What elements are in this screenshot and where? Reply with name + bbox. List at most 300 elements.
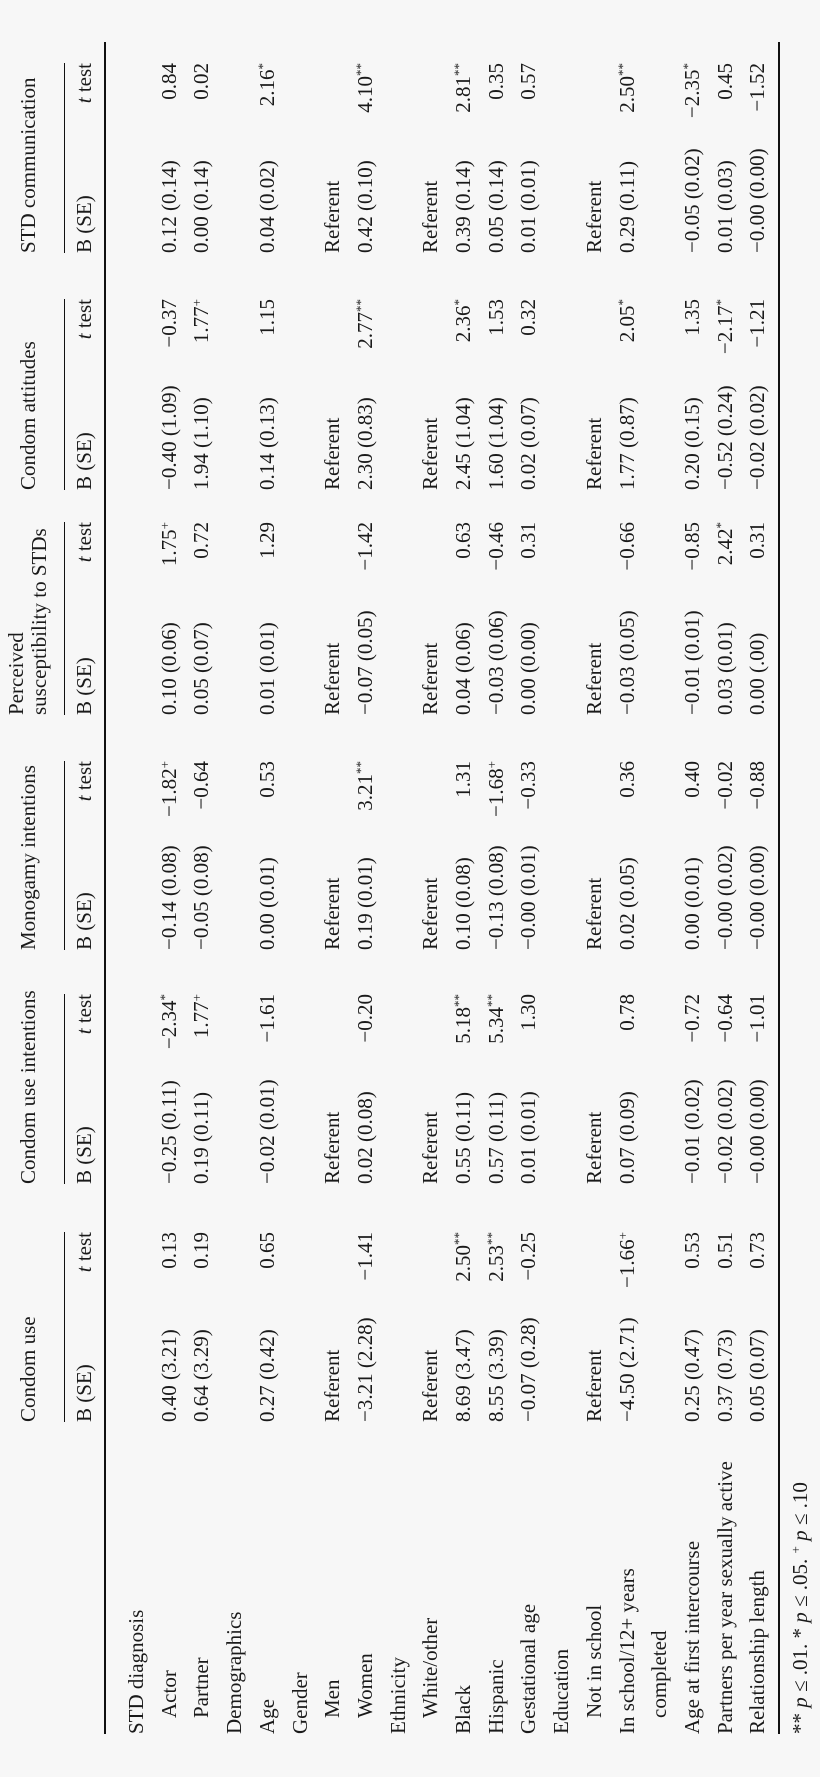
t-value: 1.30 bbox=[516, 994, 541, 1031]
column-gap bbox=[709, 1184, 742, 1232]
table-row bbox=[251, 42, 284, 1734]
cell-b-se: Referent bbox=[581, 1349, 606, 1422]
column-gap bbox=[382, 950, 415, 994]
column-gap bbox=[578, 715, 611, 761]
table-row bbox=[578, 42, 611, 1734]
cell-t-test bbox=[741, 761, 774, 831]
cell-t-test bbox=[185, 761, 218, 831]
cell-t-test bbox=[447, 761, 480, 831]
cell-b-se: Referent bbox=[320, 1111, 345, 1184]
cell-t-test bbox=[251, 522, 284, 592]
column-gap bbox=[447, 1184, 480, 1232]
subheader-b-se: B (SE) bbox=[72, 195, 96, 253]
significance-marker: * bbox=[451, 299, 467, 306]
cell-b-se bbox=[382, 592, 415, 715]
significance-marker: ** bbox=[483, 1232, 499, 1245]
cell-t-test bbox=[284, 522, 317, 592]
row-label-text: Education bbox=[549, 1648, 574, 1734]
column-gap bbox=[512, 253, 545, 299]
cell-b-se: 0.00 (.00) bbox=[745, 632, 770, 715]
cell-t-test bbox=[741, 299, 774, 369]
t-value: 1.15 bbox=[254, 299, 279, 336]
t-value: −2.17 bbox=[712, 305, 737, 355]
table-row bbox=[480, 42, 513, 1734]
cell-b-se bbox=[284, 831, 317, 950]
row-label bbox=[676, 1422, 709, 1734]
t-value: −0.64 bbox=[189, 761, 214, 810]
cell-t-test bbox=[185, 1232, 218, 1302]
significance-marker: ** bbox=[352, 761, 368, 774]
cell-t-test bbox=[741, 63, 774, 133]
t-value: 3.21 bbox=[352, 774, 377, 811]
subheader-t-rest: test bbox=[72, 522, 96, 557]
cell-t-test bbox=[120, 994, 153, 1064]
column-gap bbox=[284, 490, 317, 522]
group-rule bbox=[64, 522, 65, 715]
t-value: −1.01 bbox=[745, 994, 770, 1043]
cell-t-test bbox=[676, 299, 709, 369]
t-value: 0.65 bbox=[254, 1232, 279, 1269]
cell-b-se: −0.02 (0.02) bbox=[745, 385, 770, 490]
cell-b-se: −0.05 (0.02) bbox=[679, 148, 704, 253]
cell-t-test bbox=[316, 1232, 349, 1302]
column-gap bbox=[218, 1184, 251, 1232]
cell-b-se: −0.07 (0.05) bbox=[352, 610, 377, 715]
column-gap bbox=[120, 715, 153, 761]
cell-b-se bbox=[120, 831, 153, 950]
column-gap bbox=[545, 253, 578, 299]
cell-b-se: 0.07 (0.09) bbox=[614, 1091, 639, 1184]
footnote-r2: ≤ .05. bbox=[788, 1553, 812, 1613]
column-gap bbox=[676, 490, 709, 522]
column-gap bbox=[185, 1184, 218, 1232]
cell-t-test bbox=[185, 299, 218, 369]
significance-marker: ** bbox=[352, 299, 368, 312]
cell-t-test bbox=[153, 63, 186, 133]
cell-b-se: 2.45 (1.04) bbox=[451, 397, 476, 490]
t-value: 1.29 bbox=[254, 522, 279, 559]
cell-b-se bbox=[382, 831, 415, 950]
cell-b-se: −0.05 (0.08) bbox=[189, 845, 214, 950]
significance-marker: + bbox=[189, 299, 205, 307]
column-gap bbox=[349, 490, 382, 522]
row-label bbox=[185, 1422, 218, 1734]
group-header-perceived-line2: susceptibility to STDs bbox=[27, 528, 51, 715]
column-gap bbox=[611, 715, 676, 761]
row-label bbox=[153, 1422, 186, 1734]
cell-t-test bbox=[218, 1232, 251, 1302]
group-header-condom-attitudes: Condom attitudes bbox=[16, 341, 40, 490]
cell-t-test bbox=[512, 994, 545, 1064]
column-gap bbox=[512, 42, 545, 63]
cell-t-test bbox=[251, 63, 284, 133]
column-gap bbox=[709, 42, 742, 63]
cell-b-se bbox=[218, 831, 251, 950]
row-label bbox=[545, 1422, 578, 1734]
cell-t-test bbox=[382, 522, 415, 592]
cell-t-test bbox=[611, 522, 676, 592]
cell-t-test bbox=[447, 1232, 480, 1302]
column-gap bbox=[676, 715, 709, 761]
cell-b-se: 0.10 (0.06) bbox=[156, 622, 181, 715]
t-value: −0.66 bbox=[614, 522, 639, 571]
subheader-t-test bbox=[72, 994, 97, 1064]
cell-b-se: −0.01 (0.01) bbox=[679, 610, 704, 715]
cell-t-test bbox=[349, 63, 382, 133]
cell-t-test bbox=[741, 994, 774, 1064]
cell-b-se: 0.42 (0.10) bbox=[352, 160, 377, 253]
cell-t-test bbox=[480, 994, 513, 1064]
t-value: 2.50 bbox=[451, 1245, 476, 1282]
cell-b-se: Referent bbox=[418, 1111, 443, 1184]
cell-t-test bbox=[316, 299, 349, 369]
cell-t-test bbox=[251, 1232, 284, 1302]
group-header-std-communication: STD communication bbox=[16, 77, 40, 253]
cell-t-test bbox=[349, 994, 382, 1064]
column-gap bbox=[611, 253, 676, 299]
section-row bbox=[120, 42, 153, 1734]
table-row bbox=[414, 42, 447, 1734]
cell-b-se bbox=[218, 133, 251, 253]
cell-t-test bbox=[284, 994, 317, 1064]
row-label bbox=[447, 1422, 480, 1734]
cell-b-se: −0.40 (1.09) bbox=[156, 385, 181, 490]
significance-marker: * bbox=[679, 63, 695, 70]
cell-t-test bbox=[349, 299, 382, 369]
cell-b-se bbox=[120, 1302, 153, 1422]
column-gap bbox=[382, 1184, 415, 1232]
column-gap bbox=[153, 490, 186, 522]
column-gap bbox=[414, 715, 447, 761]
cell-b-se bbox=[284, 592, 317, 715]
cell-b-se: 0.05 (0.07) bbox=[745, 1329, 770, 1422]
cell-b-se: 0.04 (0.06) bbox=[451, 622, 476, 715]
cell-b-se bbox=[218, 1302, 251, 1422]
cell-t-test bbox=[185, 994, 218, 1064]
column-gap bbox=[120, 1184, 153, 1232]
cell-b-se: 0.19 (0.01) bbox=[352, 857, 377, 950]
column-gap bbox=[545, 42, 578, 63]
t-value: 2.42 bbox=[712, 528, 737, 566]
cell-t-test bbox=[480, 761, 513, 831]
cell-b-se: 0.39 (0.14) bbox=[451, 160, 476, 253]
cell-t-test bbox=[676, 1232, 709, 1302]
cell-t-test bbox=[709, 761, 742, 831]
cell-t-test bbox=[120, 63, 153, 133]
column-gap bbox=[741, 42, 774, 63]
column-gap bbox=[578, 253, 611, 299]
t-value: 1.31 bbox=[451, 761, 476, 798]
cell-b-se: 0.25 (0.47) bbox=[679, 1329, 704, 1422]
column-gap bbox=[251, 950, 284, 994]
t-value: 0.31 bbox=[745, 522, 770, 559]
cell-b-se: 1.60 (1.04) bbox=[483, 397, 508, 490]
subheader-t-rest: test bbox=[72, 1232, 96, 1267]
t-value: −0.46 bbox=[483, 522, 508, 571]
row-label-text: Relationship length bbox=[745, 1570, 770, 1734]
footnote-p2: p bbox=[788, 1612, 812, 1623]
cell-b-se bbox=[545, 1302, 578, 1422]
cell-t-test bbox=[349, 761, 382, 831]
cell-t-test bbox=[709, 1232, 742, 1302]
cell-t-test bbox=[414, 761, 447, 831]
row-label bbox=[316, 1422, 349, 1734]
column-gap bbox=[480, 490, 513, 522]
column-gap bbox=[284, 42, 317, 63]
cell-t-test bbox=[512, 761, 545, 831]
subheader-t-test bbox=[72, 1232, 97, 1302]
cell-b-se: −0.00 (0.00) bbox=[745, 148, 770, 253]
t-value: −1.52 bbox=[745, 63, 770, 112]
table-row bbox=[512, 42, 545, 1734]
cell-b-se: 0.40 (3.21) bbox=[156, 1329, 181, 1422]
cell-b-se bbox=[120, 1064, 153, 1184]
column-gap bbox=[741, 253, 774, 299]
cell-t-test bbox=[578, 761, 611, 831]
t-value: 0.45 bbox=[712, 63, 737, 100]
cell-t-test bbox=[676, 761, 709, 831]
row-label-text: Gestational age bbox=[516, 1603, 541, 1734]
cell-t-test bbox=[284, 299, 317, 369]
column-gap bbox=[382, 715, 415, 761]
t-value: 5.18 bbox=[451, 1007, 476, 1044]
column-gap bbox=[284, 715, 317, 761]
t-value: 0.73 bbox=[745, 1232, 770, 1269]
row-label-text: Age bbox=[254, 1699, 279, 1734]
column-gap bbox=[251, 1184, 284, 1232]
cell-b-se: Referent bbox=[581, 180, 606, 253]
cell-b-se: −4.50 (2.71) bbox=[614, 1317, 639, 1422]
cell-b-se bbox=[218, 369, 251, 490]
t-value: 1.35 bbox=[679, 299, 704, 336]
cell-t-test bbox=[512, 63, 545, 133]
group-rule bbox=[64, 994, 65, 1184]
cell-t-test bbox=[120, 299, 153, 369]
row-label bbox=[284, 1422, 317, 1734]
row-label bbox=[218, 1422, 251, 1734]
t-value: 0.19 bbox=[189, 1232, 214, 1269]
table-row bbox=[316, 42, 349, 1734]
t-value: −1.82 bbox=[156, 768, 181, 817]
cell-b-se: −3.21 (2.28) bbox=[352, 1317, 377, 1422]
cell-b-se: 1.77 (0.87) bbox=[614, 397, 639, 490]
cell-t-test bbox=[709, 522, 742, 592]
t-value: 1.77 bbox=[189, 1001, 214, 1039]
column-gap bbox=[349, 42, 382, 63]
t-value: 0.36 bbox=[614, 761, 639, 798]
column-gap bbox=[512, 490, 545, 522]
t-value: 0.53 bbox=[679, 1232, 704, 1269]
column-gap bbox=[284, 950, 317, 994]
cell-b-se: 0.57 (0.11) bbox=[483, 1092, 508, 1184]
cell-b-se: 0.02 (0.07) bbox=[516, 397, 541, 490]
column-gap bbox=[349, 950, 382, 994]
row-label bbox=[480, 1422, 513, 1734]
row-label-text: In school/12+ years bbox=[614, 1568, 639, 1734]
row-label-text: Gender bbox=[287, 1672, 312, 1734]
column-gap bbox=[349, 715, 382, 761]
cell-b-se: Referent bbox=[581, 417, 606, 490]
subheader-t-rest: test bbox=[72, 299, 96, 334]
cell-t-test bbox=[153, 994, 186, 1064]
cell-t-test bbox=[153, 299, 186, 369]
subheader-t-italic: t bbox=[72, 333, 96, 340]
significance-marker: + bbox=[156, 522, 172, 530]
t-value: 0.02 bbox=[189, 63, 214, 100]
cell-b-se bbox=[218, 592, 251, 715]
column-gap bbox=[447, 42, 480, 63]
column-gap bbox=[709, 490, 742, 522]
column-gap bbox=[218, 490, 251, 522]
t-value: 0.31 bbox=[516, 522, 541, 559]
column-gap bbox=[218, 253, 251, 299]
row-label-text: Demographics bbox=[222, 1611, 247, 1734]
t-value: −1.66 bbox=[614, 1239, 639, 1288]
subheader-t-rest: test bbox=[72, 994, 96, 1029]
section-row bbox=[382, 42, 415, 1734]
column-gap bbox=[709, 253, 742, 299]
cell-b-se: Referent bbox=[418, 180, 443, 253]
column-gap bbox=[545, 715, 578, 761]
column-gap bbox=[512, 715, 545, 761]
subheader-t-italic: t bbox=[72, 795, 96, 802]
row-label bbox=[120, 1422, 153, 1734]
column-gap bbox=[709, 950, 742, 994]
cell-t-test bbox=[316, 522, 349, 592]
cell-t-test bbox=[447, 63, 480, 133]
t-value: 0.63 bbox=[451, 522, 476, 559]
cell-b-se: Referent bbox=[320, 642, 345, 715]
row-label bbox=[512, 1422, 545, 1734]
t-value: −2.35 bbox=[679, 69, 704, 119]
cell-t-test bbox=[578, 63, 611, 133]
significance-marker: ** bbox=[451, 1232, 467, 1245]
subheader-t-test bbox=[72, 761, 97, 831]
column-gap bbox=[447, 253, 480, 299]
cell-b-se bbox=[382, 1064, 415, 1184]
cell-b-se: 2.30 (0.83) bbox=[352, 397, 377, 490]
t-value: 0.78 bbox=[614, 994, 639, 1031]
column-gap bbox=[120, 253, 153, 299]
column-gap bbox=[284, 253, 317, 299]
cell-b-se: 0.19 (0.11) bbox=[189, 1092, 214, 1184]
column-gap bbox=[251, 715, 284, 761]
cell-b-se: Referent bbox=[581, 1111, 606, 1184]
cell-b-se: −0.03 (0.05) bbox=[614, 610, 639, 715]
subheader-b-se: B (SE) bbox=[72, 1364, 96, 1422]
column-gap bbox=[414, 490, 447, 522]
cell-t-test bbox=[545, 1232, 578, 1302]
subheader-t-test bbox=[72, 299, 97, 369]
cell-t-test bbox=[316, 994, 349, 1064]
column-gap bbox=[185, 490, 218, 522]
cell-t-test bbox=[545, 761, 578, 831]
column-gap bbox=[611, 490, 676, 522]
column-gap bbox=[382, 42, 415, 63]
cell-t-test bbox=[218, 994, 251, 1064]
cell-t-test bbox=[251, 994, 284, 1064]
cell-t-test bbox=[676, 63, 709, 133]
t-value: −0.20 bbox=[352, 994, 377, 1043]
cell-t-test bbox=[741, 1232, 774, 1302]
t-value: 0.72 bbox=[189, 522, 214, 559]
row-label bbox=[709, 1422, 742, 1734]
cell-b-se bbox=[120, 592, 153, 715]
row-label-text: Partner bbox=[189, 1657, 214, 1718]
column-gap bbox=[709, 715, 742, 761]
column-gap bbox=[578, 950, 611, 994]
column-gap bbox=[480, 950, 513, 994]
cell-b-se bbox=[545, 1064, 578, 1184]
column-gap bbox=[120, 490, 153, 522]
group-header-monogamy-intentions: Monogamy intentions bbox=[16, 765, 40, 950]
t-value: 0.35 bbox=[483, 63, 508, 100]
cell-b-se: 0.20 (0.15) bbox=[679, 397, 704, 490]
column-gap bbox=[414, 1184, 447, 1232]
t-value: 0.40 bbox=[679, 761, 704, 798]
cell-t-test bbox=[251, 761, 284, 831]
column-gap bbox=[382, 253, 415, 299]
cell-t-test bbox=[218, 522, 251, 592]
cell-b-se: 0.00 (0.00) bbox=[516, 622, 541, 715]
cell-b-se: 0.29 (0.11) bbox=[614, 161, 639, 253]
subheader-t-test bbox=[72, 63, 97, 133]
cell-b-se: Referent bbox=[418, 417, 443, 490]
column-gap bbox=[545, 950, 578, 994]
t-value: 2.77 bbox=[352, 312, 377, 349]
cell-t-test bbox=[545, 63, 578, 133]
significance-marker: ** bbox=[614, 63, 630, 76]
column-gap bbox=[120, 950, 153, 994]
footnote-sig2: * bbox=[788, 1627, 812, 1639]
t-value: 2.50 bbox=[614, 76, 639, 113]
column-gap bbox=[447, 950, 480, 994]
cell-t-test bbox=[349, 1232, 382, 1302]
subheader-t-test bbox=[72, 522, 97, 592]
t-value: −0.33 bbox=[516, 761, 541, 810]
section-row bbox=[545, 42, 578, 1734]
cell-b-se: 0.00 (0.01) bbox=[679, 857, 704, 950]
column-gap bbox=[578, 1184, 611, 1232]
table-row bbox=[349, 42, 382, 1734]
significance-marker: * bbox=[156, 994, 172, 1001]
cell-b-se: 0.01 (0.01) bbox=[254, 622, 279, 715]
cell-b-se: −0.01 (0.02) bbox=[679, 1079, 704, 1184]
cell-t-test bbox=[578, 1232, 611, 1302]
cell-b-se: Referent bbox=[320, 417, 345, 490]
footnote bbox=[788, 1482, 813, 1734]
column-gap bbox=[316, 490, 349, 522]
cell-t-test bbox=[676, 522, 709, 592]
cell-b-se: Referent bbox=[581, 877, 606, 950]
subheader-t-rest: test bbox=[72, 63, 96, 98]
subheader-t-italic: t bbox=[72, 97, 96, 104]
column-gap bbox=[153, 42, 186, 63]
row-label bbox=[741, 1422, 774, 1734]
cell-t-test bbox=[611, 63, 676, 133]
cell-t-test bbox=[611, 299, 676, 369]
column-gap bbox=[480, 42, 513, 63]
cell-t-test bbox=[480, 63, 513, 133]
column-gap bbox=[545, 1184, 578, 1232]
t-value: 5.34 bbox=[483, 1007, 508, 1044]
row-label-text: Not in school bbox=[581, 1604, 606, 1718]
cell-b-se: Referent bbox=[320, 877, 345, 950]
cell-b-se bbox=[218, 1064, 251, 1184]
cell-t-test bbox=[545, 522, 578, 592]
column-gap bbox=[218, 950, 251, 994]
cell-t-test bbox=[414, 299, 447, 369]
